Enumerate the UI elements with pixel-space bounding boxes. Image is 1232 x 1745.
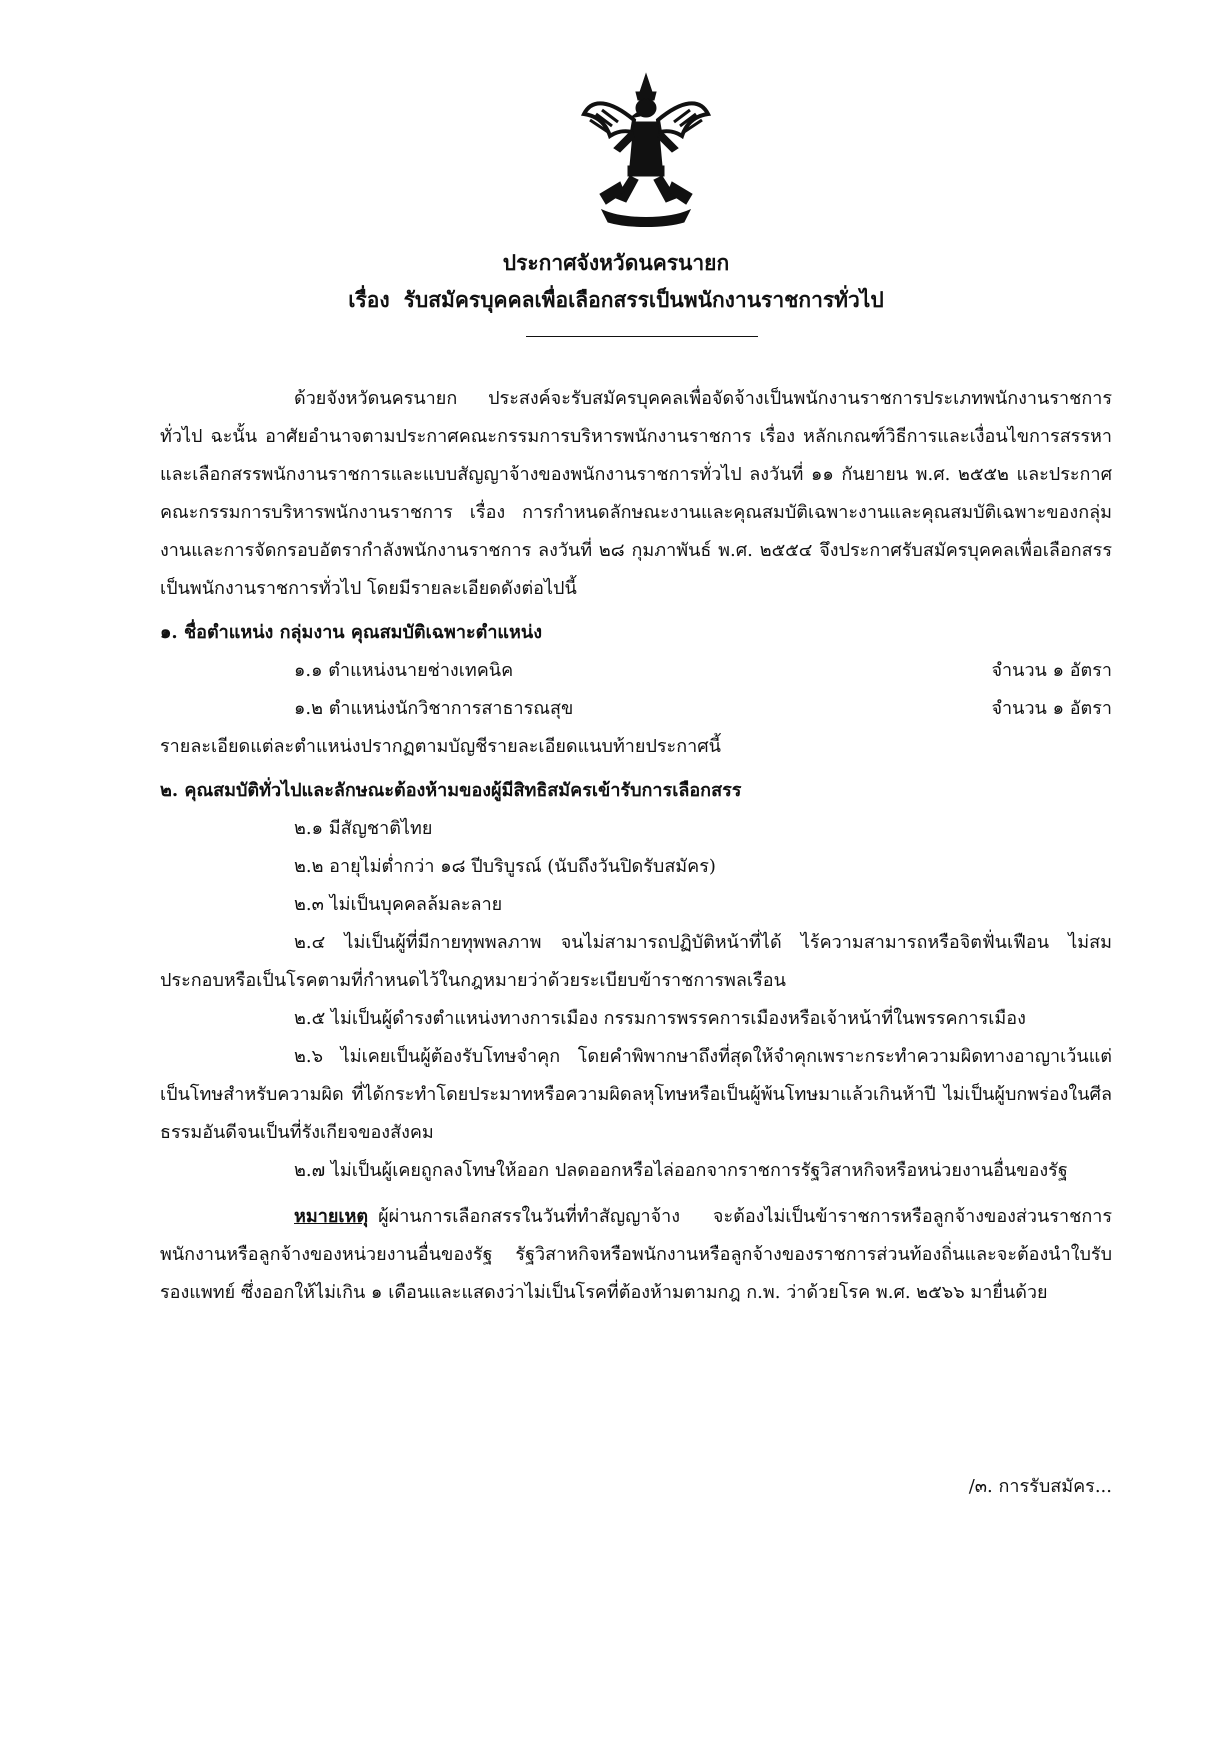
title-divider <box>526 336 758 337</box>
subject-label: เรื่อง <box>348 287 390 312</box>
document-body <box>160 380 1112 1312</box>
position-row <box>160 690 1112 728</box>
qualification-item: ๒.๓ ไม่เป็นบุคคลล้มละลาย <box>294 894 503 915</box>
qualification-item: ๒.๖ ไม่เคยเป็นผู้ต้องรับโทษจำคุก โดยคำพิพากษาถึงที่สุดให้จำคุกเพราะกระทำความผิดทางอาญาเว้นแต่เป็นโทษสำหรับความผิด ที่ได้กระทำโดยประมาทหรือความผิดลหุโทษหรือเป็นผู้พ้นโทษมาแล้วเกินห้าปี ไม่เป็นผู้บกพร่องในศีลธรรมอันดีจนเป็นที่รังเกียจของสังคม <box>160 1046 1112 1143</box>
section-1-detail: รายละเอียดแต่ละตำแหน่งปรากฏตามบัญชีรายละเอียดแนบท้ายประกาศนี้ <box>160 736 721 757</box>
section-1-heading: ๑. ชื่อตำแหน่ง กลุ่มงาน คุณสมบัติเฉพาะตำแหน่ง <box>160 622 542 643</box>
qualification-item: ๒.๕ ไม่เป็นผู้ดำรงตำแหน่งทางการเมือง กรรมการพรรคการเมืองหรือเจ้าหน้าที่ในพรรคการเมือง <box>294 1008 1026 1029</box>
subject-text: รับสมัครบุคคลเพื่อเลือกสรรเป็นพนักงานราชการทั่วไป <box>403 287 884 312</box>
position-count: จำนวน ๑ อัตรา <box>991 660 1112 681</box>
intro-paragraph: ด้วยจังหวัดนครนายก ประสงค์จะรับสมัครบุคคลเพื่อจัดจ้างเป็นพนักงานราชการประเภทพนักงานราชการทั่วไป ฉะนั้น อาศัยอำนาจตามประกาศคณะกรรมการบริหารพนักงานราชการ เรื่อง หลักเกณฑ์วิธีการและเงื่อนไขการสรรหาและเลือกสรรพนักงานราชการและแบบสัญญาจ้างของพนักงานราชการทั่วไป ลงวันที่ ๑๑ กันยายน พ.ศ. ๒๕๕๒ และประกาศคณะกรรมการบริหารพนักงานราชการ เรื่อง การกำหนดลักษณะงานและคุณสมบัติเฉพาะงานและคุณสมบัติเฉพาะของกลุ่มงานและการจัดกรอบอัตรากำลังพนักงานราชการ ลงวันที่ ๒๘ กุมภาพันธ์ พ.ศ. ๒๕๕๔ จึงประกาศรับสมัครบุคคลเพื่อเลือกสรรเป็นพนักงานราชการทั่วไป โดยมีรายละเอียดดังต่อไปนี้ <box>160 388 1112 599</box>
note-paragraph <box>160 1198 1112 1312</box>
qualification-item: ๒.๒ อายุไม่ต่ำกว่า ๑๘ ปีบริบูรณ์ (นับถึงวันปิดรับสมัคร) <box>294 856 716 877</box>
note-text: ผู้ผ่านการเลือกสรรในวันที่ทำสัญญาจ้าง จะต้องไม่เป็นข้าราชการหรือลูกจ้างของส่วนราชการ พนักงานหรือลูกจ้างของหน่วยงานอื่นของรัฐ รัฐวิสาหกิจหรือพนักงานหรือลูกจ้างของราชการส่วนท้องถิ่นและจะต้องนำใบรับรองแพทย์ ซึ่งออกให้ไม่เกิน ๑ เดือนและแสดงว่าไม่เป็นโรคที่ต้องห้ามตามกฎ ก.พ. ว่าด้วยโรค พ.ศ. ๒๕๖๖ มายื่นด้วย <box>160 1206 1112 1303</box>
continuation-marker: /๓. การรับสมัคร... <box>968 1476 1112 1497</box>
section-2-heading: ๒. คุณสมบัติทั่วไปและลักษณะต้องห้ามของผู้มีสิทธิสมัครเข้ารับการเลือกสรร <box>160 780 742 801</box>
qualification-item: ๒.๔ ไม่เป็นผู้ที่มีกายทุพพลภาพ จนไม่สามารถปฏิบัติหน้าที่ได้ ไร้ความสามารถหรือจิตฟั่นเฟือน ไม่สมประกอบหรือเป็นโรคตามที่กำหนดไว้ในกฎหมายว่าด้วยระเบียบข้าราชการพลเรือน <box>160 932 1112 991</box>
garuda-emblem-icon <box>580 70 712 230</box>
qualification-item: ๒.๗ ไม่เป็นผู้เคยถูกลงโทษให้ออก ปลดออกหรือไล่ออกจากราชการรัฐวิสาหกิจหรือหน่วยงานอื่นของรัฐ <box>294 1160 1068 1181</box>
position-name: ๑.๑ ตำแหน่งนายช่างเทคนิค <box>294 660 514 681</box>
qualification-item: ๒.๑ มีสัญชาติไทย <box>294 818 433 839</box>
position-name: ๑.๒ ตำแหน่งนักวิชาการสาธารณสุข <box>294 698 574 719</box>
position-count: จำนวน ๑ อัตรา <box>991 698 1112 719</box>
note-label: หมายเหตุ <box>294 1206 369 1227</box>
announcement-title: ประกาศจังหวัดนครนายก <box>502 250 730 275</box>
announcement-subject <box>0 285 1232 315</box>
position-row <box>160 652 1112 690</box>
